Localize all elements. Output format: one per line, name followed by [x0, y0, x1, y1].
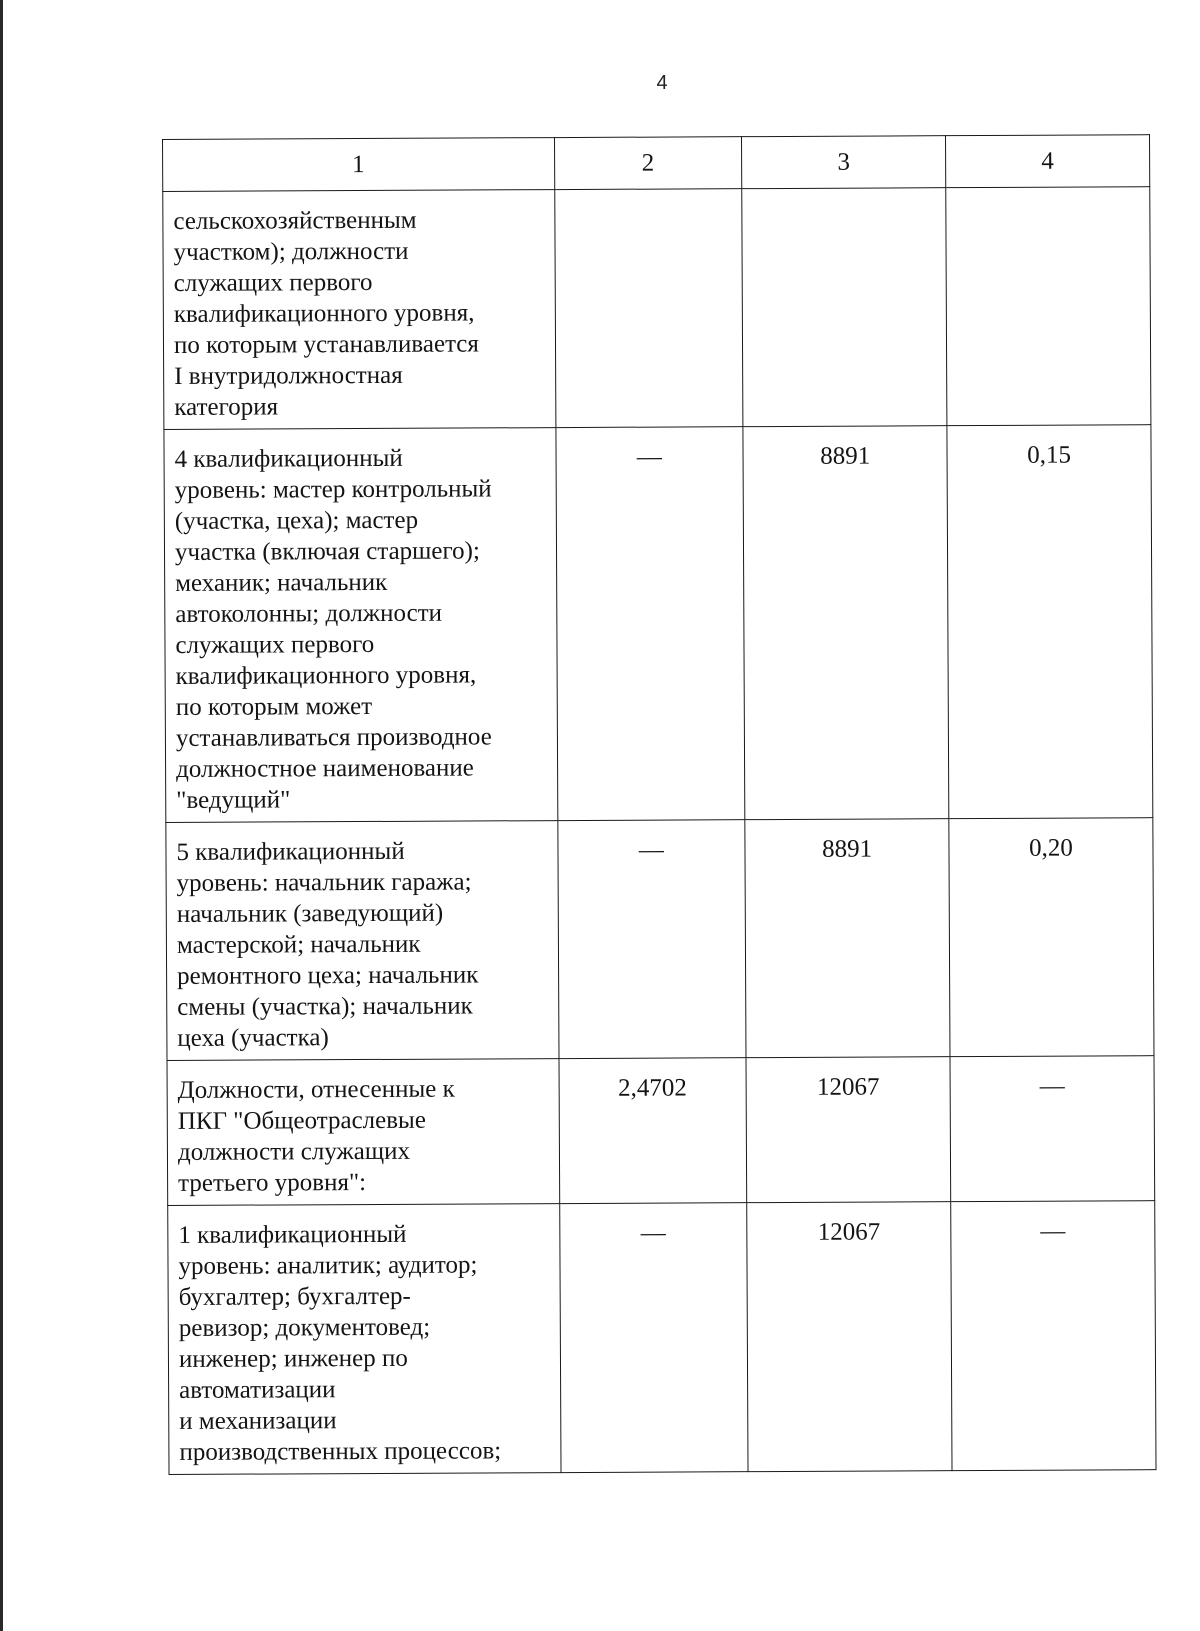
row-description	[167, 1059, 559, 1206]
cell-salary: 12067	[746, 1057, 951, 1203]
description-line: Должности, отнесенные к	[177, 1075, 455, 1104]
description-line: мастерской; начальник	[176, 930, 421, 959]
table-row	[163, 187, 1151, 430]
table-row	[168, 1201, 1156, 1475]
cell-salary: 8891	[745, 819, 950, 1058]
table-row	[167, 1056, 1155, 1206]
description-line: третьего уровня":	[178, 1169, 367, 1197]
description-line: инженер; инженер по	[178, 1344, 408, 1373]
description-line: механик; начальник	[175, 568, 388, 597]
row-description	[164, 428, 557, 823]
table-header-row	[163, 135, 1150, 192]
description-line: по которым устанавливается	[173, 330, 479, 359]
cell-salary: 12067	[747, 1202, 952, 1472]
description-line: уровень: начальник гаража;	[176, 868, 472, 897]
description-line: сельскохозяйственным	[173, 206, 417, 235]
description-line: по которым может	[175, 692, 373, 721]
cell-coefficient: 2,4702	[559, 1058, 747, 1204]
description-line: ПКГ "Общеотраслевые	[177, 1106, 426, 1135]
cell-increase: —	[950, 1056, 1155, 1202]
description-line: автоколонны; должности	[175, 599, 443, 628]
description-line: категория	[174, 393, 279, 421]
header-cell-2: 2	[554, 137, 742, 190]
salary-table	[162, 134, 1157, 1475]
description-line: автоматизации	[179, 1376, 336, 1404]
description-line: устанавливаться производное	[175, 723, 492, 752]
scan-left-edge	[0, 0, 3, 1631]
description-line: смены (участка); начальник	[177, 992, 473, 1021]
description-line: цеха (участка)	[177, 1024, 329, 1052]
table-row	[164, 425, 1153, 823]
cell-salary	[742, 188, 947, 427]
description-line: 5 квалификационный	[176, 837, 405, 866]
description-line: ревизор; документовед;	[178, 1313, 431, 1342]
header-cell-4: 4	[946, 135, 1150, 188]
cell-coefficient: —	[555, 427, 745, 821]
description-line: участком); должности	[173, 237, 409, 266]
description-line: и механизации	[179, 1407, 337, 1435]
description-line: I внутридолжностная	[174, 361, 403, 390]
description-line: квалификационного уровня,	[173, 299, 475, 328]
description-line: участка (включая старшего);	[174, 537, 480, 566]
description-line: квалификационного уровня,	[175, 661, 477, 690]
description-line: производственных процессов;	[179, 1437, 502, 1466]
description-line: должности служащих	[177, 1137, 411, 1166]
description-line: должностное наименование	[176, 754, 474, 783]
description-line: бухгалтер; бухгалтер-	[178, 1282, 411, 1311]
header-cell-1: 1	[163, 138, 555, 192]
cell-increase: 0,15	[947, 425, 1153, 819]
description-line: уровень: аналитик; аудитор;	[178, 1251, 478, 1280]
description-line: служащих первого	[175, 630, 375, 659]
page-number: 4	[656, 72, 668, 94]
cell-coefficient: —	[559, 1203, 748, 1473]
table-row	[166, 818, 1154, 1061]
description-line: "ведущий"	[176, 786, 291, 814]
description-line: (участка, цеха); мастер	[174, 506, 419, 535]
description-line: 4 квалификационный	[174, 444, 403, 473]
cell-salary: 8891	[743, 426, 949, 820]
description-line: ремонтного цеха; начальник	[177, 961, 479, 990]
description-line: уровень: мастер контрольный	[174, 475, 492, 504]
row-description	[166, 821, 559, 1061]
cell-increase: 0,20	[949, 818, 1154, 1057]
row-description	[163, 190, 556, 430]
description-line: 1 квалификационный	[178, 1220, 407, 1249]
cell-increase: —	[951, 1201, 1156, 1471]
header-cell-3: 3	[742, 136, 946, 189]
cell-increase	[946, 187, 1151, 426]
cell-coefficient: —	[557, 820, 746, 1059]
description-line: начальник (заведующий)	[176, 899, 444, 928]
cell-coefficient	[554, 189, 743, 428]
description-line: служащих первого	[173, 268, 373, 297]
row-description	[168, 1204, 561, 1475]
